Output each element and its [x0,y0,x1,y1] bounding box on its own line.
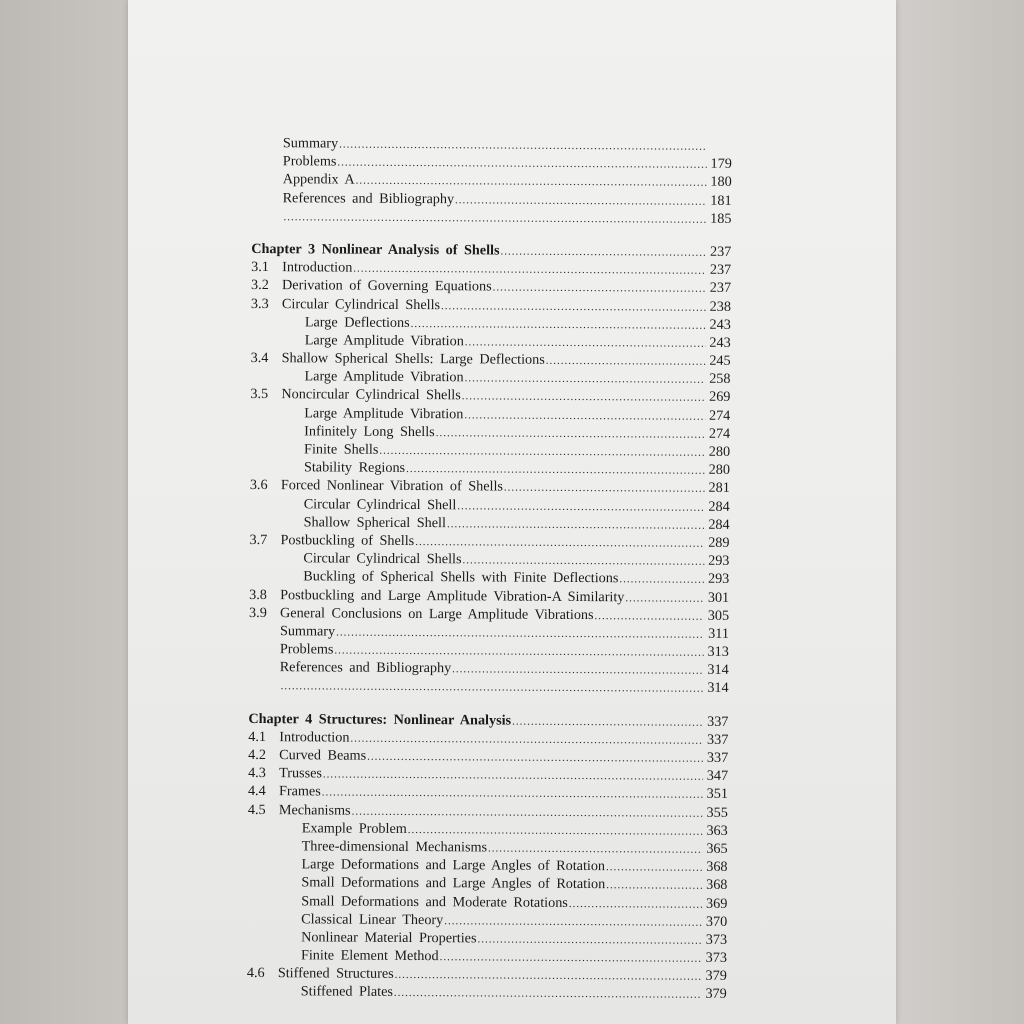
toc-entry-title: Stiffened Structures [277,965,394,983]
toc-page-number: 355 [706,804,728,821]
toc-entry-title: Introduction [279,728,350,746]
toc-page-number: 180 [710,174,732,191]
toc-section-number: 4.3 [248,765,266,782]
toc-leader-dots [625,589,704,607]
toc-entry-title: Large Deformations and Large Angles of Rotation [301,856,606,875]
toc-leader-dots [477,930,702,949]
toc-page-number: 274 [708,425,731,442]
toc-entry-title: Large Amplitude Vibration [304,368,464,386]
toc-entry-title: Shallow Spherical Shells: Large Deflections [281,350,545,368]
toc-leader-dots [455,191,707,211]
toc-entry-title: General Conclusions on Large Amplitude Vibrations [280,604,594,623]
toc-page-number: 337 [706,731,729,748]
toc-entry-title: Infinitely Long Shells [304,423,435,440]
toc-page-number: 365 [706,840,728,857]
toc-page-number: 370 [705,913,728,930]
toc-page-number: 373 [705,931,728,948]
toc-leader-dots [546,352,706,371]
toc-page-number: 179 [710,155,732,173]
toc-leader-dots [464,406,705,425]
toc-entry-title: Trusses [279,765,323,782]
toc-entry-title: Mechanisms [278,801,351,819]
toc-entry-title: Chapter 4 Structures: Nonlinear Analysis [248,710,512,729]
toc-page-number: 363 [706,822,728,839]
toc-page-number: 280 [708,443,731,460]
toc-page-number: 351 [706,786,729,803]
toc-section-number: 4.1 [248,728,267,745]
toc-entry-title: Problems [279,641,334,658]
toc-section-number: 4.6 [246,965,265,982]
toc-leader-dots [379,442,705,462]
toc-page-number: 337 [706,749,729,766]
toc-page-number: 347 [706,767,729,785]
toc-page-number: 293 [708,552,730,570]
toc-leader-dots [337,154,706,174]
toc-page-number: 284 [708,498,730,515]
toc-page-number: 314 [707,680,729,697]
toc-entry-title: Circular Cylindrical Shells [281,295,441,313]
toc-page-number: 368 [706,877,728,894]
toc-entry-title: Large Deflections [304,314,410,331]
toc-entry-title: Finite Element Method [300,947,439,965]
toc-section-number: 3.7 [249,531,268,549]
toc-page-number: 379 [705,968,727,985]
toc-page-number: 243 [709,334,731,351]
toc-entry-title: Shallow Spherical Shell [303,514,447,531]
toc-entry-title: Derivation of Governing Equations [282,277,492,295]
toc-leader-dots [444,912,702,932]
toc-page-number: 314 [707,662,729,679]
toc-entry [249,676,729,697]
toc-entry-title: Large Amplitude Vibration [304,332,464,350]
toc-leader-dots [394,984,702,1004]
toc-section-number: 3.6 [249,477,268,494]
toc-entry-title: Example Problem [301,820,407,837]
toc-leader-dots [447,515,705,535]
toc-leader-dots [457,497,705,517]
toc-entry-title: Frames [278,783,321,800]
toc-leader-dots [336,623,704,643]
toc-entry-title: Introduction [282,259,353,276]
toc-leader-dots [283,208,706,229]
toc-leader-dots [440,948,702,968]
toc-section-number: 3.2 [251,277,269,294]
toc-entry-title: Postbuckling and Large Amplitude Vibration-A Similarity [280,586,625,605]
toc-section-number: 3.9 [249,604,267,621]
toc-leader-dots [323,766,703,786]
toc-entry-title: Chapter 3 Nonlinear Analysis of Shells [251,240,500,259]
toc-page-number: 373 [705,949,728,966]
toc-leader-dots [339,136,707,156]
toc-page-number: 237 [709,261,732,279]
toc-leader-dots [569,894,703,913]
toc-leader-dots [395,966,702,986]
toc-page-number: 258 [709,371,731,388]
toc-leader-dots [452,660,704,680]
toc-entry [249,658,729,679]
toc-entry-title: References and Bibliography [282,189,455,207]
toc-page-number: 245 [709,352,731,369]
toc-page-number: 289 [708,534,730,551]
toc-page-number: 311 [708,625,730,642]
toc-leader-dots [493,279,707,298]
toc-leader-dots [436,424,706,444]
toc-entry [252,189,732,210]
toc-page-number: 281 [708,480,730,497]
toc-page-number: 237 [709,280,732,297]
toc-entry-title: Buckling of Spherical Shells with Finite Deflections [303,568,619,587]
toc-entry-title: Small Deformations and Moderate Rotations [301,892,568,911]
toc-leader-dots [606,876,702,895]
toc-leader-dots [594,607,704,626]
toc-leader-dots [606,858,703,877]
toc-entry-title: Finite Shells [304,441,379,458]
toc-section-number: 3.1 [251,259,269,276]
toc-page-number: 293 [707,571,730,588]
background-right [896,0,1024,1024]
toc-entry [247,982,727,1003]
toc-section-number: 3.3 [250,295,269,312]
toc-entry-title: Stability Regions [303,459,406,477]
toc-leader-dots [367,748,703,768]
toc-entry-title: Three-dimensional Mechanisms [301,838,488,856]
toc-leader-dots [504,479,705,498]
toc-page-number: 337 [707,713,729,730]
toc-leader-dots [512,712,703,731]
toc-leader-dots [462,388,706,407]
toc-page-number: 181 [710,192,732,209]
toc-entry-title: Postbuckling of Shells [280,532,415,549]
toc-page-number: 379 [705,986,727,1003]
toc-leader-dots [619,571,704,590]
table-of-contents [247,134,732,1004]
toc-page-number: 185 [710,210,732,227]
background-left [0,0,128,1024]
toc-section-number: 3.5 [250,386,269,403]
toc-page-number: 301 [707,589,730,606]
toc-leader-dots [465,370,706,389]
toc-entry-title: Appendix A [282,171,355,189]
toc-page-number: 269 [709,389,731,406]
toc-page-number: 238 [709,298,732,315]
toc-entry [251,207,731,228]
toc-page-number: 368 [706,858,728,876]
toc-page-number: 274 [708,407,731,424]
toc-leader-dots [281,678,704,699]
toc-page-number: 237 [709,243,732,260]
toc-section-number: 3.8 [249,586,267,603]
toc-page-number: 280 [708,461,731,479]
toc-page-number: 305 [707,607,730,624]
toc-page-number: 369 [705,895,728,912]
toc-section-number: 4.4 [247,783,266,800]
toc-entry-title: Circular Cylindrical Shells [303,550,462,568]
toc-section-number: 4.2 [248,746,266,764]
toc-page-number: 243 [709,316,731,333]
toc-page-number: 313 [707,643,729,660]
toc-entry-title: Classical Linear Theory [301,911,444,928]
toc-entry-title: Circular Cylindrical Shell [303,495,457,513]
toc-entry-title: Curved Beams [279,747,367,764]
toc-leader-dots [441,297,706,317]
toc-entry-title: Noncircular Cylindrical Shells [281,386,461,404]
toc-leader-dots [500,242,706,261]
toc-entry-title: Nonlinear Material Properties [301,929,477,947]
toc-entry-title: Summary [279,623,336,640]
toc-section-number: 4.5 [247,801,266,818]
toc-entry-title: Problems [282,153,337,170]
toc-entry-title: Large Amplitude Vibration [304,404,464,422]
toc-page-number: 284 [708,516,730,533]
toc-entry-title: Forced Nonlinear Vibration of Shells [280,477,503,495]
toc-entry-title: Small Deformations and Large Angles of Rotation [301,874,606,893]
toc-entry-title: Stiffened Plates [300,983,393,1001]
toc-entry-title: Summary [282,135,339,152]
toc-section-number: 3.4 [250,350,269,367]
toc-entry-title: References and Bibliography [279,659,452,677]
toc-leader-dots [322,784,703,804]
toc-leader-dots [350,729,703,749]
